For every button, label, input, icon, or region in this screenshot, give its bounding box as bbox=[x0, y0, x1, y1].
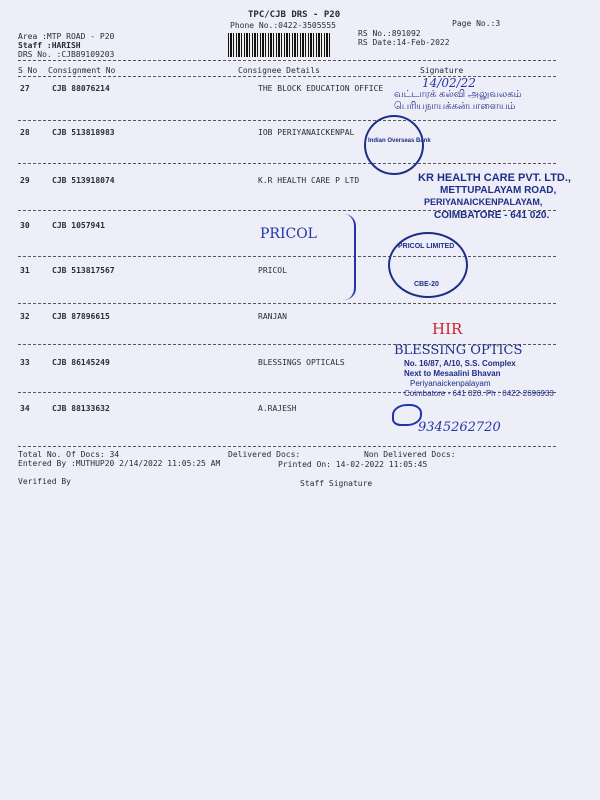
divider bbox=[18, 256, 556, 257]
phone-number: Phone No.:0422-3505555 bbox=[230, 21, 336, 30]
signature-scribble bbox=[392, 404, 422, 426]
row-consignment: CJB 513818983 bbox=[52, 128, 115, 137]
row-sno: 29 bbox=[20, 176, 30, 185]
pricol-seal bbox=[388, 232, 468, 298]
entered-by: Entered By :MUTHUP20 2/14/2022 11:05:25 AM bbox=[18, 459, 221, 468]
row-consignment: CJB 86145249 bbox=[52, 358, 110, 367]
row-sno: 31 bbox=[20, 266, 30, 275]
drs-number: DRS No. :CJB89109203 bbox=[18, 50, 115, 59]
total-docs: Total No. Of Docs: 34 bbox=[18, 450, 120, 459]
row-consignment: CJB 88076214 bbox=[52, 84, 110, 93]
row-consignment: CJB 87896615 bbox=[52, 312, 110, 321]
hir-mark: HIR bbox=[432, 320, 463, 338]
divider bbox=[18, 446, 556, 447]
page-number: Page No.:3 bbox=[452, 19, 501, 28]
row-consignee: BLESSINGS OPTICALS bbox=[258, 358, 345, 367]
rs-date: RS Date:14-Feb-2022 bbox=[358, 38, 450, 47]
row-consignee: IOB PERIYANAICKENPAL bbox=[258, 128, 355, 137]
row-consignee: A.RAJESH bbox=[258, 404, 297, 413]
row-sno: 32 bbox=[20, 312, 30, 321]
row-consignee: RANJAN bbox=[258, 312, 287, 321]
row-sno: 30 bbox=[20, 221, 30, 230]
bracket-mark bbox=[344, 214, 356, 300]
bank-seal-text: Indian Overseas Bank bbox=[368, 138, 431, 144]
area-label: Area :MTP ROAD - P20 bbox=[18, 32, 115, 41]
beo-stamp-line2: பெரியநாயக்கன்பாளையம் bbox=[394, 101, 516, 112]
printed-on: Printed On: 14-02-2022 11:05:45 bbox=[278, 460, 428, 469]
row-consignment: CJB 513817567 bbox=[52, 266, 115, 275]
col-header-consignment: Consignment No bbox=[48, 66, 116, 75]
divider bbox=[18, 303, 556, 304]
blessing-stamp-title: BLESSING OPTICS bbox=[394, 343, 523, 358]
row-consignee: THE BLOCK EDUCATION OFFICE bbox=[258, 84, 384, 93]
phone-handwriting: 9345262720 bbox=[418, 420, 501, 435]
row-sno: 34 bbox=[20, 404, 30, 413]
row-consignment: CJB 513918074 bbox=[52, 176, 115, 185]
blessing-stamp-line4: Coimbatore - 641 020. Ph : 0422-2696933 bbox=[404, 389, 554, 398]
row-consignment: CJB 88133632 bbox=[52, 404, 110, 413]
row-sno: 28 bbox=[20, 128, 30, 137]
krhc-stamp-line1: KR HEALTH CARE PVT. LTD., bbox=[418, 172, 571, 184]
col-header-sno: S No bbox=[18, 66, 38, 75]
non-delivered-docs: Non Delivered Docs: bbox=[364, 450, 456, 459]
pricol-seal-top: PRICOL LIMITED bbox=[398, 243, 455, 250]
blessing-stamp-line2: Next to Mesaalini Bhavan bbox=[404, 369, 501, 378]
blessing-stamp-line1: No. 16/87, A/10, S.S. Complex bbox=[404, 359, 516, 368]
row-sno: 27 bbox=[20, 84, 30, 93]
blessing-stamp-line3: Periyanaickenpalayam bbox=[410, 379, 491, 388]
divider bbox=[18, 60, 556, 61]
beo-stamp-line1: வட்டாரக் கல்வி அலுவலகம் bbox=[394, 89, 522, 100]
bank-seal bbox=[364, 115, 424, 175]
row-consignee: PRICOL bbox=[258, 266, 287, 275]
row-consignment: CJB 1057941 bbox=[52, 221, 105, 230]
staff-signature: Staff Signature bbox=[300, 479, 373, 488]
staff-label: Staff :HARISH bbox=[18, 41, 81, 50]
row-consignee: K.R HEALTH CARE P LTD bbox=[258, 176, 360, 185]
pricol-handwriting: PRICOL bbox=[260, 226, 317, 242]
krhc-stamp-line4: COIMBATORE - 641 020. bbox=[434, 210, 550, 221]
krhc-stamp-line2: METTUPALAYAM ROAD, bbox=[440, 185, 557, 196]
col-header-signature: Signature bbox=[420, 66, 464, 75]
verified-by: Verified By bbox=[18, 477, 71, 486]
pricol-seal-bottom: CBE-20 bbox=[414, 281, 439, 288]
row-sno: 33 bbox=[20, 358, 30, 367]
delivered-docs: Delivered Docs: bbox=[228, 450, 301, 459]
barcode bbox=[228, 33, 331, 57]
page-title: TPC/CJB DRS - P20 bbox=[248, 10, 341, 20]
divider bbox=[18, 163, 556, 164]
col-header-consignee: Consignee Details bbox=[238, 66, 320, 75]
signature-date: 14/02/22 bbox=[422, 76, 476, 90]
divider bbox=[18, 120, 556, 121]
krhc-stamp-line3: PERIYANAICKENPALAYAM, bbox=[424, 197, 543, 207]
rs-number: RS No.:891092 bbox=[358, 29, 421, 38]
